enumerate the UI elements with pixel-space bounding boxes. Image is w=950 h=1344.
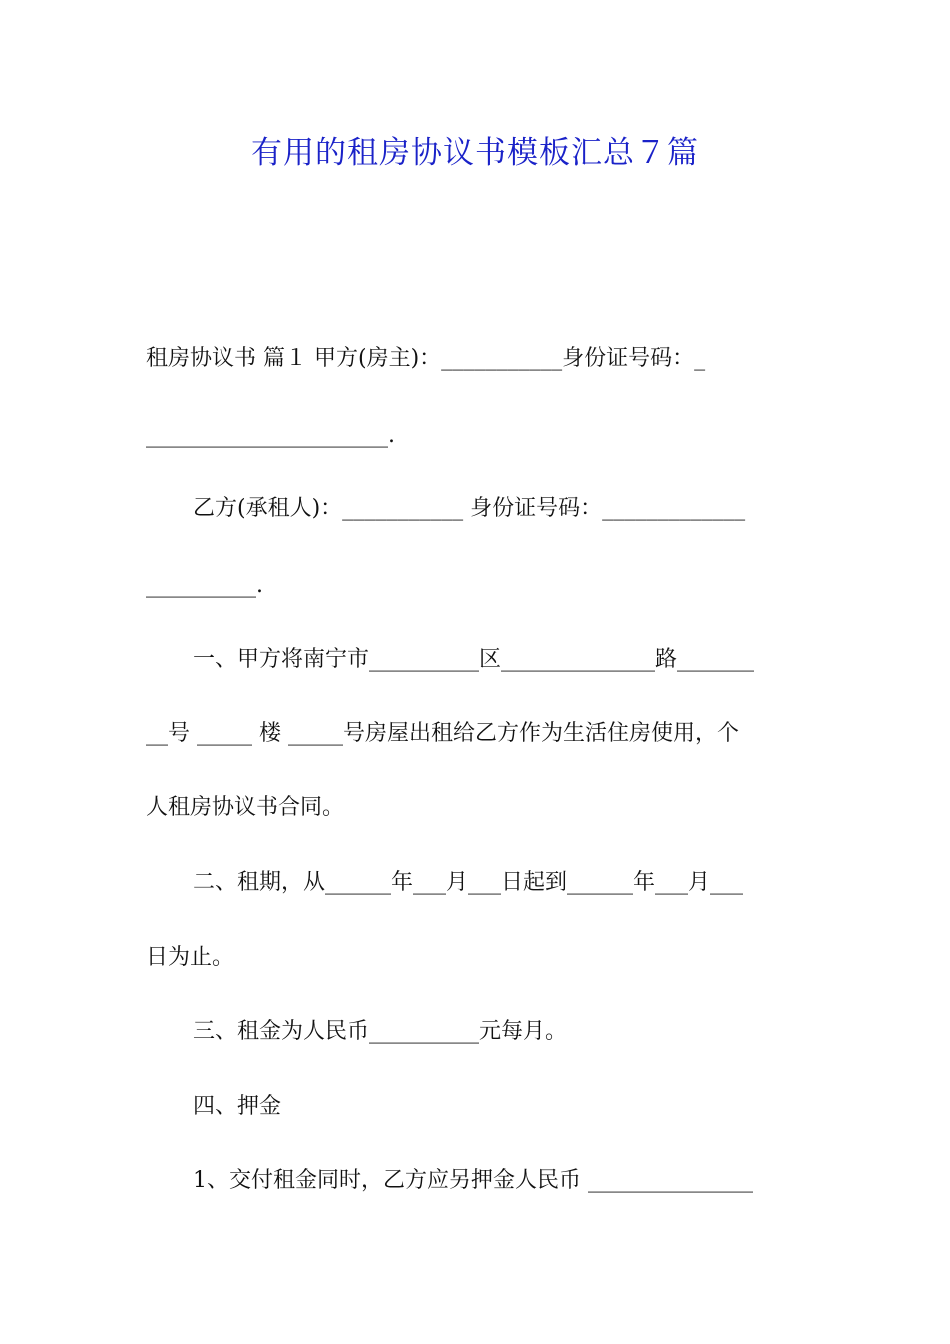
line-parties-a-cont: ______________________. — [146, 423, 395, 448]
line-clause-4-1: 1、交付租金同时，乙方应另押金人民币 _______________ — [193, 1168, 753, 1193]
line-clause-4: 四、押金 — [193, 1094, 282, 1119]
line-clause-2-end: 日为止。 — [146, 945, 235, 970]
document-title: 有用的租房协议书模板汇总７篇 — [251, 135, 699, 171]
line-clause-2: 二、租期，从______年___月___日起到______年___月___ — [193, 870, 744, 895]
line-clause-3: 三、租金为人民币__________元每月。 — [193, 1019, 568, 1044]
line-clause-1-cont: __号 _____ 楼 _____号房屋出租给乙方作为生活住房使用，个 — [146, 721, 739, 746]
line-clause-1: 一、甲方将南宁市__________区______________路_______ — [193, 647, 755, 672]
line-parties-b: 乙方(承租人)：___________ 身份证号码：_____________ — [193, 496, 746, 521]
line-clause-1-end: 人租房协议书合同。 — [146, 795, 345, 820]
line-parties-a: 租房协议书 篇１ 甲方(房主)：___________身份证号码：_ — [146, 346, 706, 371]
line-parties-b-cont: __________. — [146, 573, 263, 598]
